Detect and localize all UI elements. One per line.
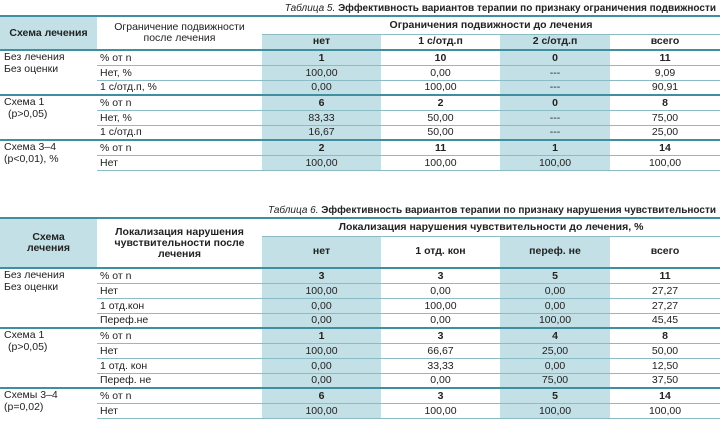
- cell: 4: [500, 328, 610, 343]
- cell: 100,00: [381, 80, 500, 95]
- cell: 0,00: [381, 65, 500, 80]
- row-label: 1 с/отд.п: [97, 125, 262, 140]
- row-label: % от n: [97, 328, 262, 343]
- cell: 100,00: [610, 403, 720, 418]
- cell: 10: [381, 50, 500, 65]
- table5-group-0-label: Без лечения Без оценки: [0, 50, 97, 95]
- cell: 33,33: [381, 358, 500, 373]
- table-row: [0, 268, 720, 283]
- cell: 27,27: [610, 283, 720, 298]
- table-row: [0, 50, 720, 65]
- cell: 0,00: [381, 313, 500, 328]
- table-row: [0, 388, 720, 403]
- cell: 100,00: [262, 65, 381, 80]
- cell: 100,00: [262, 283, 381, 298]
- table6-header-scheme: Схема лечения: [0, 218, 97, 268]
- cell: 2: [262, 140, 381, 155]
- row-label: Нет: [97, 155, 262, 170]
- table5-header-restriction-after: Ограничение подвижности после лечения: [97, 16, 262, 50]
- table6-col-0: нет: [262, 236, 381, 268]
- table5-block: [0, 2, 720, 171]
- cell: 3: [381, 328, 500, 343]
- cell: ---: [500, 80, 610, 95]
- cell: 25,00: [610, 125, 720, 140]
- cell: 0: [500, 95, 610, 110]
- cell: 50,00: [381, 110, 500, 125]
- cell: 45,45: [610, 313, 720, 328]
- cell: 100,00: [262, 403, 381, 418]
- cell: 3: [262, 268, 381, 283]
- cell: 0,00: [262, 358, 381, 373]
- row-label: Нет: [97, 403, 262, 418]
- cell: 8: [610, 95, 720, 110]
- cell: 12,50: [610, 358, 720, 373]
- cell: 25,00: [500, 343, 610, 358]
- table-row: [0, 328, 720, 343]
- cell: ---: [500, 110, 610, 125]
- cell: 50,00: [610, 343, 720, 358]
- cell: 90,91: [610, 80, 720, 95]
- table6-col-2: переф. не: [500, 236, 610, 268]
- cell: 5: [500, 388, 610, 403]
- table6-col-3: всего: [610, 236, 720, 268]
- row-label: % от n: [97, 268, 262, 283]
- cell: 100,00: [381, 403, 500, 418]
- cell: 16,67: [262, 125, 381, 140]
- table-row: [0, 80, 720, 95]
- table5-caption-number: Таблица 5.: [284, 3, 336, 14]
- row-label: Нет, %: [97, 65, 262, 80]
- cell: 2: [381, 95, 500, 110]
- cell: 0,00: [500, 358, 610, 373]
- cell: 14: [610, 140, 720, 155]
- table-row: [0, 373, 720, 388]
- table5-caption-title: Эффективность вариантов терапии по признаку ограничения подвижности: [338, 3, 716, 14]
- cell: 9,09: [610, 65, 720, 80]
- cell: 100,00: [500, 403, 610, 418]
- row-label: % от n: [97, 388, 262, 403]
- cell: 100,00: [500, 155, 610, 170]
- table-row: [0, 403, 720, 418]
- table-row: [0, 125, 720, 140]
- cell: 0,00: [500, 283, 610, 298]
- table6-header-group: Локализация нарушения чувствительности до лечения, %: [262, 218, 720, 236]
- cell: 66,67: [381, 343, 500, 358]
- cell: 6: [262, 95, 381, 110]
- table-row: [0, 65, 720, 80]
- cell: 0,00: [500, 298, 610, 313]
- row-label: % от n: [97, 140, 262, 155]
- cell: 0,00: [381, 373, 500, 388]
- table-row: [0, 343, 720, 358]
- table6-col-1: 1 отд. кон: [381, 236, 500, 268]
- table6-caption: [0, 204, 720, 217]
- cell: 100,00: [381, 155, 500, 170]
- cell: 0,00: [262, 80, 381, 95]
- table-row: [0, 358, 720, 373]
- table5-col-3: всего: [610, 34, 720, 50]
- table6-group-2-label: Схемы 3–4 (p=0,02): [0, 388, 97, 418]
- cell: 0,00: [262, 298, 381, 313]
- cell: 27,27: [610, 298, 720, 313]
- row-label: Нет, %: [97, 110, 262, 125]
- table6-group-0-label: Без лечения Без оценки: [0, 268, 97, 328]
- table5-group-2-label: Схема 3–4 (p<0,01), %: [0, 140, 97, 170]
- cell: 14: [610, 388, 720, 403]
- cell: 100,00: [610, 155, 720, 170]
- row-label: Нет: [97, 343, 262, 358]
- table6-caption-number: Таблица 6.: [267, 205, 319, 216]
- cell: 11: [610, 268, 720, 283]
- cell: 1: [500, 140, 610, 155]
- cell: 3: [381, 268, 500, 283]
- row-label: Переф. не: [97, 373, 262, 388]
- row-label: % от n: [97, 50, 262, 65]
- table5-col-2: 2 с/отд.п: [500, 34, 610, 50]
- cell: 100,00: [500, 313, 610, 328]
- cell: 100,00: [381, 298, 500, 313]
- cell: 5: [500, 268, 610, 283]
- cell: ---: [500, 65, 610, 80]
- row-label: 1 отд. кон: [97, 358, 262, 373]
- table5-group-1-label: Схема 1 (p>0,05): [0, 95, 97, 140]
- cell: 8: [610, 328, 720, 343]
- row-label: Нет: [97, 283, 262, 298]
- table6-group-1-label: Схема 1 (p>0,05): [0, 328, 97, 388]
- cell: 100,00: [262, 155, 381, 170]
- table5-col-1: 1 с/отд.п: [381, 34, 500, 50]
- table5-header-scheme: Схема лечения: [0, 16, 97, 50]
- table-row: [0, 313, 720, 328]
- cell: 75,00: [610, 110, 720, 125]
- row-label: 1 с/отд.п, %: [97, 80, 262, 95]
- cell: 0,00: [262, 373, 381, 388]
- cell: ---: [500, 125, 610, 140]
- table6-caption-title: Эффективность вариантов терапии по признаку нарушения чувствительности: [321, 205, 716, 216]
- cell: 6: [262, 388, 381, 403]
- table-row: [0, 155, 720, 170]
- row-label: 1 отд.кон: [97, 298, 262, 313]
- table-row: [0, 283, 720, 298]
- table-row: [0, 140, 720, 155]
- table5: [0, 15, 720, 171]
- cell: 83,33: [262, 110, 381, 125]
- cell: 3: [381, 388, 500, 403]
- table5-col-0: нет: [262, 34, 381, 50]
- cell: 100,00: [262, 343, 381, 358]
- cell: 75,00: [500, 373, 610, 388]
- table5-caption: [0, 2, 720, 15]
- table-row: [0, 95, 720, 110]
- cell: 11: [381, 140, 500, 155]
- cell: 50,00: [381, 125, 500, 140]
- table6-block: [0, 204, 720, 419]
- row-label: % от n: [97, 95, 262, 110]
- table-row: [0, 298, 720, 313]
- table6: [0, 217, 720, 419]
- table6-header-localization-after: Локализация нарушения чувствительности после лечения: [97, 218, 262, 268]
- row-label: Переф.не: [97, 313, 262, 328]
- cell: 0,00: [381, 283, 500, 298]
- cell: 11: [610, 50, 720, 65]
- table5-header-group: Ограничения подвижности до лечения: [262, 16, 720, 34]
- cell: 1: [262, 50, 381, 65]
- table-row: [0, 110, 720, 125]
- cell: 0,00: [262, 313, 381, 328]
- cell: 37,50: [610, 373, 720, 388]
- cell: 1: [262, 328, 381, 343]
- cell: 0: [500, 50, 610, 65]
